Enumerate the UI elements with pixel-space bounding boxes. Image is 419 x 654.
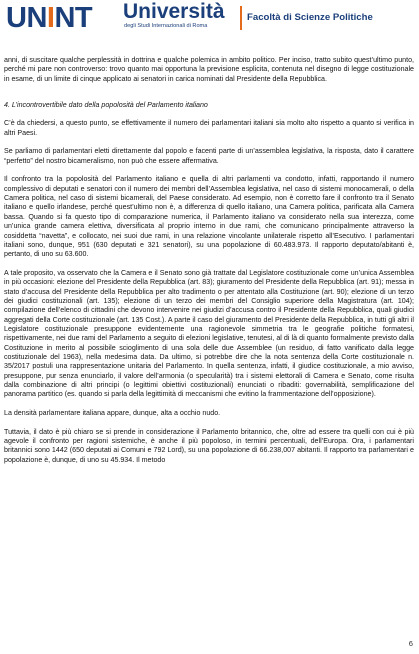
- logo-universita: Università: [123, 0, 225, 23]
- header-divider: [240, 6, 242, 30]
- logo-subtitle: degli Studi Internazionali di Roma: [124, 23, 208, 29]
- page-number: 6: [408, 639, 413, 648]
- paragraph-2: C’è da chiedersi, a questo punto, se effettivamente il numero dei parlamentari italiani sia molto alto rispetto a quanto si verifica in altri Paesi.: [4, 119, 414, 137]
- page-header: [0, 0, 419, 44]
- paragraph-7: Tuttavia, il dato è più chiaro se si prende in considerazione il Parlamento britannico, che, oltre ad essere tra quelli con cui è più agevole il confronto per ragioni sistemiche, è anche il più popoloso, in termini percentuali, dell’Europa. Ora, i parlamentari britannici sono 1442 (650 deputati ai Comuni e 792 Lord), su una popolazione di 66.238,007 abitanti. Il rapporto tra parlamentari e popolazione è, dunque, di uno su 45.934. Il metodo: [4, 427, 414, 464]
- document-body: [4, 56, 414, 474]
- logo-part-i: I: [46, 2, 55, 34]
- paragraph-6: La densità parlamentare italiana appare, dunque, alta a occhio nudo.: [4, 409, 221, 418]
- logo-part-un: UN: [6, 2, 47, 34]
- logo-part-nt: NT: [54, 2, 93, 34]
- paragraph-5: A tale proposito, va osservato che la Camera e il Senato sono già trattate dal Legislatore costituzionale come un’unica Assemblea in più occasioni: elezione del Presidente della Repubblica (art. 83); giuramento del Presidente della Repubblica (art. 91); messa in stato d’accusa del Presidente della Repubblica per alto tradimento o per attentato alla Costituzione (art. 90); elezione di un terzo dei giudici costituzionali (art. 135); elezione di un terzo dei membri del Consiglio superiore della Magistratura (art. 104); compilazione dell’elenco di cittadini che devono intervenire nei giudizi d’accusa contro il Presidente della Repubblica, quali giudici aggregati della Corte costituzionale (art. 135 Cost.). A parte il caso del giuramento del Presidente della Repubblica, in tutti gli altri il Legislatore costituzionale presuppone evidentemente una ragionevole simmetria tra le geografie politiche formatesi, rispettivamente, nei due rami del Parlamento a seguito di elezioni legislative, tenutesi, al di là di quanto formalmente previsto dalla Costituzione in merito al possibile scioglimento di una sola delle due Assemblee (un residuo, di fatto vanificato dalla legge costituzionale del 1963), nella medesima data. Da ultimo, si potrebbe dire che la nota sentenza della Corte costituzionale n. 35/2017 postuli una rappresentazione unitaria del Parlamento. In quella sentenza, infatti, il giudice costituzionale, a mio avviso, presuppone, pur senza enunciarlo, il valore dell’armonia (o specularità) tra i sistemi elettorali di Camera e Senato, come risulta dalla combinazione di altri principi (o legittimi obiettivi costituzionali) enunciati o ribaditi: governabilità, semplificazione del panorama partitico (es. quando si parla della legittimità di meccanismi che evitino la frammentazione dell’opposizione).: [4, 268, 414, 399]
- unint-logo: [6, 2, 92, 34]
- section-heading: 4. L’incontrovertibile dato della popolosità del Parlamento italiano: [4, 101, 208, 110]
- faculty-name: Facoltà di Scienze Politiche: [247, 12, 373, 23]
- paragraph-4: Il confronto tra la popolosità del Parlamento italiano e quella di altri parlamenti va condotto, infatti, rapportando il numero complessivo di deputati e senatori con il numero dei membri dell’Assemblea legislativa, nel caso di sistemi monocamerali, o della Camera politica, nel caso di sistemi bicamerali, del Paese considerato. Ad esempio, non è corretto fare il confronto tra il Senato italiano e quello irlandese, perché quest’ultimo non è, a differenza di quello italiano, una Camera politica, parificata alla Camera bassa. Quando si fa questo tipo di comparazione numerica, il Parlamento italiano va considerato nella sua interezza, come un’unica grande camera elettiva, diversificata al proprio interno in due rami, che comunicano principalmente attraverso la cosiddetta “navetta”, e collocato, nei suoi due rami, in una relazione vincolante unilaterale rispetto all’Esecutivo. I parlamentari italiani sono, dunque, 951 (630 deputati e 321 senatori), su una popolazione di 60.483.973. Il rapporto deputato/abitanti è, pertanto, di uno su 63.600.: [4, 175, 414, 259]
- paragraph-1: anni, di suscitare qualche perplessità in dottrina e qualche polemica in ambito politico. Per inciso, tratto subito quest’ultimo punto, perché mi pare non controverso: trovo quanto mai opportuna la previsione esplicita, contenuta nel disegno di legge costituzionale in esame, di un limite di cinque applicato ai senatori in carica nominati dal Presidente della Repubblica.: [4, 56, 414, 83]
- paragraph-3: Se parliamo di parlamentari eletti direttamente dal popolo e facenti parte di un’assemblea legislativa, la risposta, dato il carattere “perfetto” del nostro bicameralismo, non può che essere affermativa.: [4, 147, 414, 165]
